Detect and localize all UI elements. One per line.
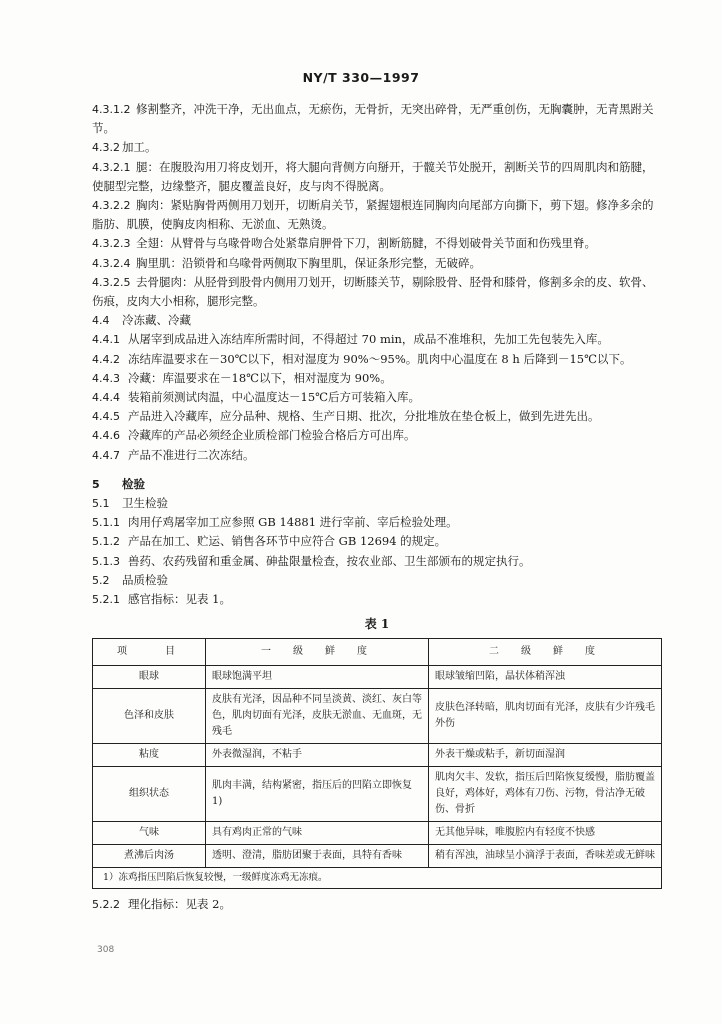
- paragraph: 4.3.2.1 腿：在腹股沟用刀将皮划开，将大腿向背侧方向掰开，于髋关节处脱开，割断关节的四周肌肉和筋腱，使腿型完整，边缘整齐，腿皮覆盖良好，皮与肉不得脱离。: [92, 159, 654, 193]
- table-cell: 具有鸡肉正常的气味: [206, 822, 429, 845]
- table-row: [93, 767, 662, 822]
- paragraph: 5.1.2 产品在加工、贮运、销售各环节中应符合 GB 12694 的规定。: [92, 534, 447, 549]
- table-cell: 眼球皱缩凹陷，晶状体稍浑浊: [429, 666, 662, 689]
- table-row: [93, 845, 662, 868]
- paragraph: 4.3.1.2 修割整齐，冲洗干净，无出血点，无瘀伤，无骨折，无突出碎骨，无严重创伤，无胸囊肿，无青黑跗关节。: [92, 102, 654, 136]
- paragraph: 4.4.7 产品不准进行二次冻结。: [92, 447, 255, 462]
- table-cell: 外表干燥或粘手，新切面湿润: [429, 744, 662, 767]
- table-cell: 肌肉丰满，结构紧密，指压后的凹陷立即恢复1): [206, 767, 429, 822]
- page-number: 308: [97, 945, 115, 955]
- table-footnote-row: [93, 868, 662, 889]
- table-footnote: 1）冻鸡指压凹陷后恢复较慢，一级鲜度冻鸡无冻痕。: [93, 868, 662, 889]
- table-header-cell: 项 目: [93, 639, 206, 666]
- section-heading: 5 检验: [92, 476, 145, 491]
- table-cell: 无其他异味，唯腹腔内有轻度不快感: [429, 822, 662, 845]
- table-header-cell: 二 级 鲜 度: [429, 639, 662, 666]
- table-header-cell: 一 级 鲜 度: [206, 639, 429, 666]
- table-cell: 外表微湿润，不粘手: [206, 744, 429, 767]
- table-cell: 皮肤色泽转暗，肌肉切面有光泽，皮肤有少许残毛外伤: [429, 689, 662, 744]
- sensory-table: [92, 638, 662, 889]
- paragraph: 4.3.2 加工。: [92, 140, 157, 155]
- table-cell: 眼球: [93, 666, 206, 689]
- paragraph: 4.3.2.4 胸里肌：沿锁骨和乌喙骨两侧取下胸里肌，保证条形完整，无破碎。: [92, 255, 481, 270]
- paragraph: 5.1 卫生检验: [92, 496, 168, 511]
- paragraph: 5.2.1 感官指标：见表 1。: [92, 592, 231, 607]
- paragraph: 4.4.4 装箱前须测试肉温，中心温度达－15℃后方可装箱入库。: [92, 390, 420, 405]
- paragraph: 4.3.2.2 胸肉：紧贴胸骨两侧用刀划开，切断肩关节，紧握翅根连同胸肉向尾部方向撕下，剪下翅。修净多余的脂肪、肌膜，使胸皮肉相称、无淤血、无熟烫。: [92, 198, 654, 232]
- table-row: [93, 822, 662, 845]
- table-cell: 透明、澄清，脂肪团聚于表面，具特有香味: [206, 845, 429, 868]
- paragraph: 4.4.6 冷藏库的产品必须经企业质检部门检验合格后方可出库。: [92, 428, 416, 443]
- table-cell: 色泽和皮肤: [93, 689, 206, 744]
- paragraph: 5.1.1 肉用仔鸡屠宰加工应参照 GB 14881 进行宰前、宰后检验处理。: [92, 515, 458, 530]
- table-row: [93, 666, 662, 689]
- paragraph: 4.3.2.5 去骨腿肉：从胫骨到股骨内侧用刀划开，切断膝关节，剔除股骨、胫骨和膝骨，修割多余的皮、软骨、伤痕，皮肉大小相称，腿形完整。: [92, 274, 654, 309]
- paragraph: 4.4.1 从屠宰到成品进入冻结库所需时间，不得超过 70 min，成品不准堆积，先加工先包装先入库。: [92, 332, 609, 347]
- table-cell: 组织状态: [93, 767, 206, 822]
- table-row: [93, 744, 662, 767]
- paragraph: 4.4 冷冻藏、冷藏: [92, 313, 191, 328]
- table-cell: 稍有浑浊，油球呈小滴浮于表面，香味差或无鲜味: [429, 845, 662, 868]
- paragraph: 4.4.2 冻结库温要求在－30℃以下，相对湿度为 90%～95%。肌肉中心温度在 8 h 后降到－15℃以下。: [92, 351, 632, 366]
- paragraph: 4.4.3 冷藏：库温要求在－18℃以下，相对湿度为 90%。: [92, 370, 392, 385]
- paragraph: 4.3.2.3 全翅：从臂骨与乌喙骨吻合处紧靠肩胛骨下刀，割断筋腱，不得划破骨关节面和伤残里脊。: [92, 236, 596, 251]
- paragraph: 5.2.2 理化指标：见表 2。: [92, 897, 231, 912]
- table-cell: 煮沸后肉汤: [93, 845, 206, 868]
- page-header: NY/T 330—1997: [302, 70, 420, 85]
- body-text: [92, 100, 662, 915]
- table-caption: 表 1: [364, 617, 390, 632]
- table-cell: 皮肤有光泽，因品种不同呈淡黄、淡红、灰白等色，肌肉切面有光泽，皮肤无淤血、无血斑，无残毛: [206, 689, 429, 744]
- table-cell: 眼球饱满平坦: [206, 666, 429, 689]
- table-cell: 气味: [93, 822, 206, 845]
- paragraph: 5.1.3 兽药、农药残留和重金属、砷盐限量检查，按农业部、卫生部颁布的规定执行。: [92, 553, 531, 568]
- paragraph: 5.2 品质检验: [92, 572, 168, 587]
- table-header-row: [93, 639, 662, 666]
- table-row: [93, 689, 662, 744]
- paragraph: 4.4.5 产品进入冷藏库，应分品种、规格、生产日期、批次，分批堆放在垫仓板上，做到先进先出。: [92, 409, 600, 424]
- table-cell: 粘度: [93, 744, 206, 767]
- table-cell: 肌肉欠丰、发软，指压后凹陷恢复缓慢，脂肪覆盖良好，鸡体好，鸡体有刀伤、污物，骨沽净无破伤、骨折: [429, 767, 662, 822]
